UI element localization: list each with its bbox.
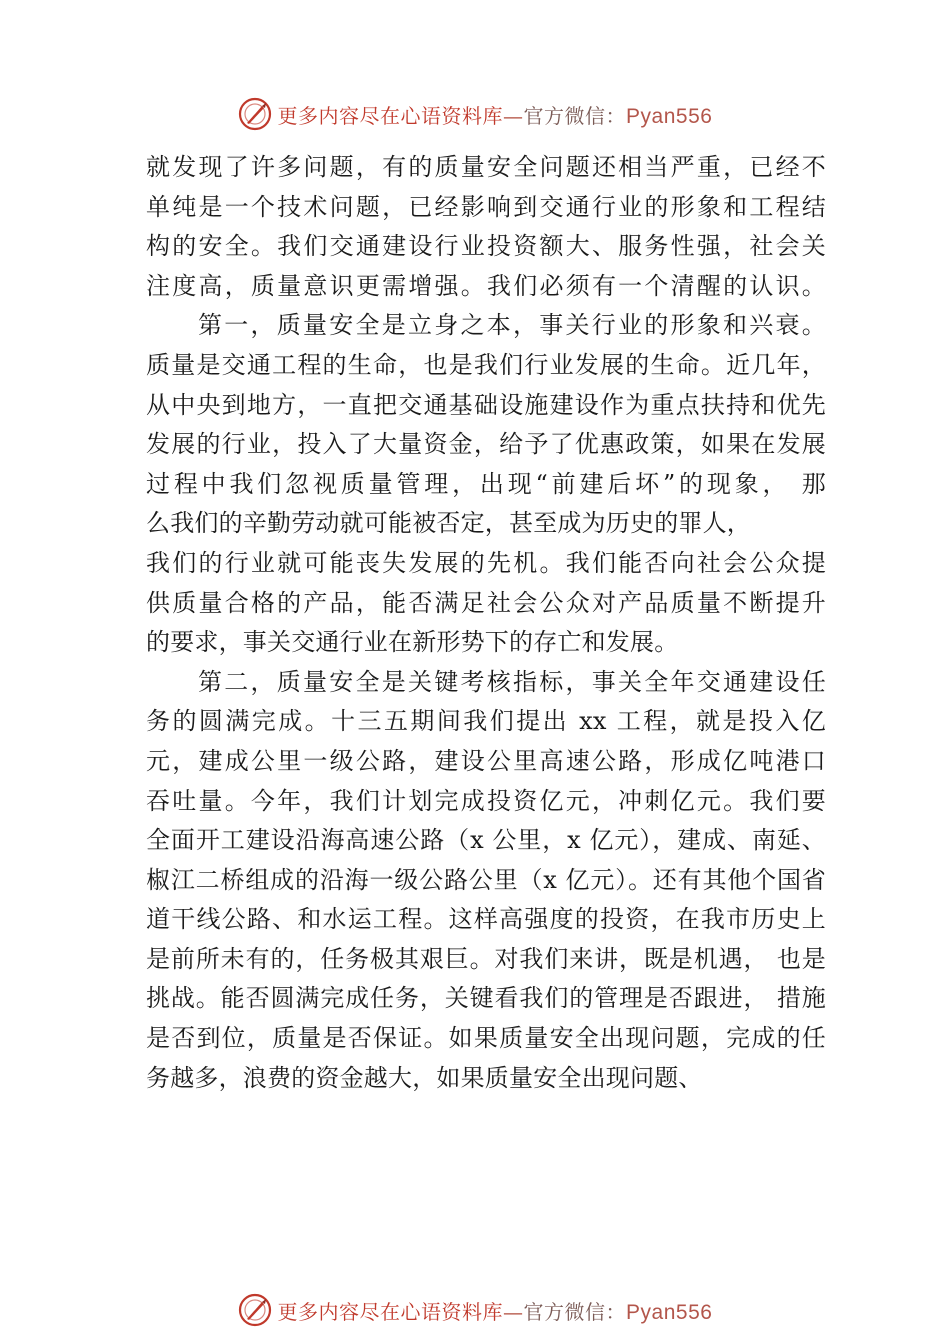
body-line: 从中央到地方，一直把交通基础设施建设作为重点扶持和优先	[146, 390, 826, 419]
body-line: 质量是交通工程的生命，也是我们行业发展的生命。近几年，	[146, 350, 826, 379]
footer-banner	[0, 1290, 950, 1330]
banner-title: 更多内容尽在心语资料库	[277, 1299, 504, 1324]
body-line: 构的安全。我们交通建设行业投资额大、服务性强，社会关	[146, 232, 826, 261]
body-line: 单纯是一个技术问题，已经影响到交通行业的形象和工程结	[146, 192, 826, 221]
banner-title: 更多内容尽在心语资料库	[277, 103, 504, 128]
document-body	[146, 148, 826, 1098]
banner-separator: —	[503, 103, 524, 128]
body-line: 挑战。能否圆满完成任务，关键看我们的管理是否跟进， 措施	[146, 984, 826, 1013]
body-line: 吞吐量。今年，我们计划完成投资亿元，冲刺亿元。我们要	[146, 786, 826, 815]
banner-account: Pyan556	[626, 104, 713, 128]
body-line: 注度高，质量意识更需增强。我们必须有一个清醒的认识。	[146, 271, 826, 300]
body-line: 我们的行业就可能丧失发展的先机。我们能否向社会公众提	[146, 548, 826, 577]
quill-logo-icon	[238, 97, 272, 131]
body-line: 就发现了许多问题，有的质量安全问题还相当严重，已经不	[146, 153, 826, 181]
body-line: 椒江二桥组成的沿海一级公路公里（x 亿元）。还有其他个国省	[146, 865, 826, 894]
body-line: 是前所未有的，任务极其艰巨。对我们来讲，既是机遇， 也是	[146, 944, 826, 973]
quill-logo-icon	[238, 1293, 272, 1327]
body-line: 元，建成公里一级公路，建设公里高速公路，形成亿吨港口	[146, 746, 826, 775]
body-line: 的要求，事关交通行业在新形势下的存亡和发展。	[146, 628, 679, 657]
header-banner-text	[278, 100, 713, 129]
body-line: 么我们的辛勤劳动就可能被否定，甚至成为历史的罪人，	[146, 509, 751, 538]
paragraph-start-line: 第一，质量安全是立身之本，事关行业的形象和兴衰。	[198, 311, 826, 340]
banner-account: Pyan556	[626, 1300, 713, 1324]
banner-wechat-label: 官方微信：	[523, 103, 627, 128]
banner-wechat-label: 官方微信：	[523, 1299, 627, 1324]
body-line: 过程中我们忽视质量管理，出现“前建后坏”的现象， 那	[146, 469, 826, 498]
body-line: 务越多，浪费的资金越大，如果质量安全出现问题、	[146, 1063, 703, 1092]
body-line: 务的圆满完成。十三五期间我们提出 xx 工程，就是投入亿	[146, 707, 826, 736]
body-line: 发展的行业，投入了大量资金，给予了优惠政策，如果在发展	[146, 430, 826, 459]
footer-banner-text	[278, 1296, 713, 1325]
body-line: 是否到位，质量是否保证。如果质量安全出现问题，完成的任	[146, 1024, 826, 1053]
body-line: 道干线公路、和水运工程。这样高强度的投资，在我市历史上	[146, 905, 826, 934]
body-line: 全面开工建设沿海高速公路（x 公里，x 亿元），建成、南延、	[146, 826, 826, 855]
header-banner	[0, 94, 950, 134]
paragraph-start-line: 第二，质量安全是关键考核指标，事关全年交通建设任	[198, 667, 826, 696]
body-line: 供质量合格的产品，能否满足社会公众对产品质量不断提升	[146, 588, 826, 617]
banner-separator: —	[503, 1299, 524, 1324]
